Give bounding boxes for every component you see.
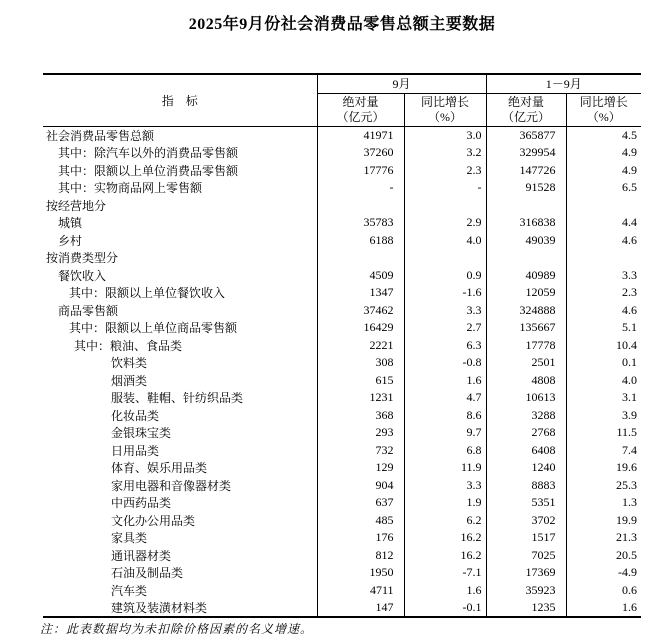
sep-growth-cell: 16.2 — [404, 529, 486, 547]
indicator-cell: 其中：粮油、食品类 — [43, 337, 317, 355]
cum-growth-cell: 19.6 — [616, 460, 638, 475]
sep-absolute-cell — [317, 249, 404, 267]
column-header-unit: （亿元） — [336, 110, 385, 124]
sep-growth-cell — [404, 249, 486, 267]
column-group-jan-sep: 1－9月 — [486, 74, 641, 94]
table-row — [43, 232, 641, 250]
cum-growth-cell: 3.3 — [622, 267, 638, 282]
sep-absolute-cell: 1347 — [317, 284, 404, 302]
sep-absolute-cell: 485 — [317, 512, 404, 530]
sep-growth-cell: -7.1 — [404, 564, 486, 582]
table-row — [43, 179, 641, 197]
cum-growth-cell — [566, 197, 641, 215]
sep-growth-cell: 1.6 — [404, 582, 486, 600]
table-row — [43, 564, 641, 582]
sep-absolute-cell: 147 — [317, 599, 404, 617]
sep-growth-cell: 3.3 — [404, 302, 486, 320]
cum-growth-cell: 11.5 — [616, 425, 638, 440]
indicator-cell: 中西药品类 — [43, 494, 317, 512]
table-row — [43, 127, 641, 145]
table-row — [43, 284, 641, 302]
cum-growth-cell: 4.6 — [622, 302, 638, 317]
sep-absolute-cell: 732 — [317, 442, 404, 460]
column-header-label: 同比增长 — [579, 95, 628, 109]
cum-growth-cell: 21.3 — [616, 530, 638, 545]
cum-absolute-cell: 329954 — [486, 144, 566, 162]
sep-absolute-cell: 4711 — [317, 582, 404, 600]
cum-growth-cell: 2.3 — [622, 285, 638, 300]
sep-absolute-cell: 37462 — [317, 302, 404, 320]
cum-absolute-cell: 1235 — [486, 599, 566, 617]
indicator-cell: 体育、娱乐用品类 — [43, 459, 317, 477]
sep-absolute-cell: 308 — [317, 354, 404, 372]
indicator-cell: 城镇 — [43, 214, 317, 232]
sep-growth-cell: 1.6 — [404, 372, 486, 390]
sep-growth-cell: 6.3 — [404, 337, 486, 355]
sep-absolute-cell: 368 — [317, 407, 404, 425]
table-row — [43, 354, 641, 372]
indicator-cell: 其中：限额以上单位消费品零售额 — [43, 162, 317, 180]
cum-absolute-cell: 91528 — [486, 179, 566, 197]
indicator-cell: 家用电器和音像器材类 — [43, 477, 317, 495]
cum-absolute-cell: 17369 — [486, 564, 566, 582]
indicator-cell: 烟酒类 — [43, 372, 317, 390]
table-row — [43, 512, 641, 530]
indicator-cell: 社会消费品零售总额 — [43, 127, 317, 145]
table-row — [43, 389, 641, 407]
indicator-cell: 日用品类 — [43, 442, 317, 460]
sep-absolute-cell: 812 — [317, 547, 404, 565]
cum-absolute-cell — [486, 197, 566, 215]
cum-absolute-cell: 316838 — [486, 214, 566, 232]
table-row — [43, 407, 641, 425]
table-row — [43, 529, 641, 547]
table-row — [43, 547, 641, 565]
sep-growth-cell: -0.8 — [404, 354, 486, 372]
cum-absolute-cell: 3702 — [486, 512, 566, 530]
cum-absolute-cell: 10613 — [486, 389, 566, 407]
cum-absolute-cell: 135667 — [486, 319, 566, 337]
cum-growth-cell: -4.9 — [618, 565, 638, 580]
sep-growth-cell: 6.8 — [404, 442, 486, 460]
sep-growth-cell — [404, 197, 486, 215]
indicator-cell: 饮料类 — [43, 354, 317, 372]
cum-growth-cell: 19.9 — [616, 512, 638, 527]
cum-absolute-cell: 4808 — [486, 372, 566, 390]
sep-growth-cell: 16.2 — [404, 547, 486, 565]
cum-growth-cell: 1.6 — [622, 600, 638, 614]
indicator-cell: 其中：实物商品网上零售额 — [43, 179, 317, 197]
cum-growth-cell: 20.5 — [616, 547, 638, 562]
sep-growth-cell: 11.9 — [404, 459, 486, 477]
sep-absolute-cell: 6188 — [317, 232, 404, 250]
sep-absolute-cell: 1231 — [317, 389, 404, 407]
sep-growth-cell: -1.6 — [404, 284, 486, 302]
column-header-unit: （%） — [428, 110, 462, 124]
sep-growth-cell: 0.9 — [404, 267, 486, 285]
sep-absolute-cell: 637 — [317, 494, 404, 512]
sep-absolute-cell: 16429 — [317, 319, 404, 337]
indicator-cell: 石油及制品类 — [43, 564, 317, 582]
cum-absolute-cell: 5351 — [486, 494, 566, 512]
sep-growth-cell: - — [404, 179, 486, 197]
sep-growth-cell: 6.2 — [404, 512, 486, 530]
cum-absolute-cell: 12059 — [486, 284, 566, 302]
indicator-cell: 化妆品类 — [43, 407, 317, 425]
cum-growth-cell: 6.5 — [622, 180, 638, 195]
cum-absolute-cell: 2768 — [486, 424, 566, 442]
sep-growth-cell: 3.3 — [404, 477, 486, 495]
sep-growth-cell: -0.1 — [404, 599, 486, 617]
table-row — [43, 267, 641, 285]
cum-growth-cell — [566, 249, 641, 267]
sep-absolute-cell: - — [317, 179, 404, 197]
cum-growth-cell: 4.6 — [622, 232, 638, 247]
column-group-september: 9月 — [317, 74, 486, 94]
indicator-cell: 乡村 — [43, 232, 317, 250]
cum-growth-cell: 7.4 — [622, 442, 638, 457]
sep-absolute-cell: 35783 — [317, 214, 404, 232]
indicator-cell: 文化办公用品类 — [43, 512, 317, 530]
table-row — [43, 144, 641, 162]
sep-growth-cell: 9.7 — [404, 424, 486, 442]
sep-growth-cell: 4.0 — [404, 232, 486, 250]
cum-growth-cell: 4.4 — [622, 215, 638, 230]
cum-absolute-cell: 2501 — [486, 354, 566, 372]
column-header-sep-absolute — [317, 94, 404, 127]
page-title: 2025年9月份社会消费品零售总额主要数据 — [188, 16, 496, 33]
cum-absolute-cell: 3288 — [486, 407, 566, 425]
table-row — [43, 442, 641, 460]
column-header-cum-growth — [566, 94, 641, 127]
indicator-cell: 餐饮收入 — [43, 267, 317, 285]
table-row — [43, 302, 641, 320]
table-header — [43, 74, 641, 127]
table-body — [43, 127, 641, 618]
column-header-indicator: 指 标 — [43, 74, 317, 127]
cum-growth-cell: 3.1 — [622, 390, 638, 405]
cum-growth-cell: 0.1 — [622, 355, 638, 370]
table-row — [43, 214, 641, 232]
indicator-cell: 其中：除汽车以外的消费品零售额 — [43, 144, 317, 162]
cum-growth-cell: 3.9 — [622, 407, 638, 422]
sep-absolute-cell: 615 — [317, 372, 404, 390]
sep-absolute-cell: 1950 — [317, 564, 404, 582]
table-row — [43, 599, 641, 617]
sep-absolute-cell: 176 — [317, 529, 404, 547]
sep-growth-cell: 4.7 — [404, 389, 486, 407]
column-header-cum-absolute — [486, 94, 566, 127]
table-row — [43, 337, 641, 355]
cum-absolute-cell: 365877 — [486, 127, 566, 145]
column-header-label: 绝对量 — [342, 95, 379, 109]
indicator-cell: 汽车类 — [43, 582, 317, 600]
cum-growth-cell: 4.9 — [622, 162, 638, 177]
column-header-sep-growth — [404, 94, 486, 127]
sep-absolute-cell — [317, 197, 404, 215]
table-row — [43, 494, 641, 512]
cum-absolute-cell: 7025 — [486, 547, 566, 565]
cum-growth-cell: 5.1 — [622, 320, 638, 335]
column-header-unit: （%） — [586, 110, 621, 124]
column-header-label: 绝对量 — [508, 95, 545, 109]
sep-absolute-cell: 41971 — [317, 127, 404, 145]
cum-growth-cell: 4.9 — [622, 145, 638, 160]
cum-growth-cell: 25.3 — [616, 477, 638, 492]
sep-absolute-cell: 37260 — [317, 144, 404, 162]
cum-growth-cell: 1.3 — [622, 495, 638, 510]
sep-growth-cell: 2.9 — [404, 214, 486, 232]
sep-growth-cell: 3.2 — [404, 144, 486, 162]
table-row — [43, 372, 641, 390]
cum-absolute-cell: 17778 — [486, 337, 566, 355]
table-row — [43, 459, 641, 477]
indicator-cell: 其中：限额以上单位餐饮收入 — [43, 284, 317, 302]
sep-absolute-cell: 17776 — [317, 162, 404, 180]
sep-absolute-cell: 4509 — [317, 267, 404, 285]
indicator-cell: 服装、鞋帽、针纺织品类 — [43, 389, 317, 407]
table-row — [43, 319, 641, 337]
table-row — [43, 477, 641, 495]
indicator-cell: 建筑及装潢材料类 — [43, 599, 317, 617]
cum-growth-cell: 0.6 — [622, 582, 638, 597]
footnote: 注：此表数据均为未扣除价格因素的名义增速。 — [40, 622, 314, 636]
cum-absolute-cell: 324888 — [486, 302, 566, 320]
sep-absolute-cell: 2221 — [317, 337, 404, 355]
cum-absolute-cell: 1240 — [486, 459, 566, 477]
indicator-cell: 商品零售额 — [43, 302, 317, 320]
cum-growth-cell: 10.4 — [616, 337, 638, 352]
column-header-label: 同比增长 — [421, 95, 470, 109]
indicator-cell: 金银珠宝类 — [43, 424, 317, 442]
sep-growth-cell: 1.9 — [404, 494, 486, 512]
cum-absolute-cell: 1517 — [486, 529, 566, 547]
sep-absolute-cell: 293 — [317, 424, 404, 442]
cum-growth-cell: 4.0 — [622, 372, 638, 387]
column-header-unit: （亿元） — [502, 110, 551, 124]
indicator-cell: 其中：限额以上单位商品零售额 — [43, 319, 317, 337]
retail-sales-table — [43, 73, 641, 618]
indicator-cell: 按消费类型分 — [43, 249, 317, 267]
indicator-cell: 通讯器材类 — [43, 547, 317, 565]
cum-absolute-cell: 6408 — [486, 442, 566, 460]
table-row — [43, 424, 641, 442]
sep-growth-cell: 2.7 — [404, 319, 486, 337]
sep-growth-cell: 8.6 — [404, 407, 486, 425]
table-header-group-row — [43, 74, 641, 94]
cum-absolute-cell: 35923 — [486, 582, 566, 600]
sep-growth-cell: 3.0 — [404, 127, 486, 145]
table-row — [43, 162, 641, 180]
table-row — [43, 582, 641, 600]
sep-absolute-cell: 904 — [317, 477, 404, 495]
cum-growth-cell: 4.5 — [622, 128, 638, 142]
cum-absolute-cell — [486, 249, 566, 267]
table-row — [43, 249, 641, 267]
cum-absolute-cell: 147726 — [486, 162, 566, 180]
table-row — [43, 197, 641, 215]
sep-growth-cell: 2.3 — [404, 162, 486, 180]
indicator-cell: 家具类 — [43, 529, 317, 547]
cum-absolute-cell: 49039 — [486, 232, 566, 250]
indicator-cell: 按经营地分 — [43, 197, 317, 215]
cum-absolute-cell: 40989 — [486, 267, 566, 285]
sep-absolute-cell: 129 — [317, 459, 404, 477]
cum-absolute-cell: 8883 — [486, 477, 566, 495]
